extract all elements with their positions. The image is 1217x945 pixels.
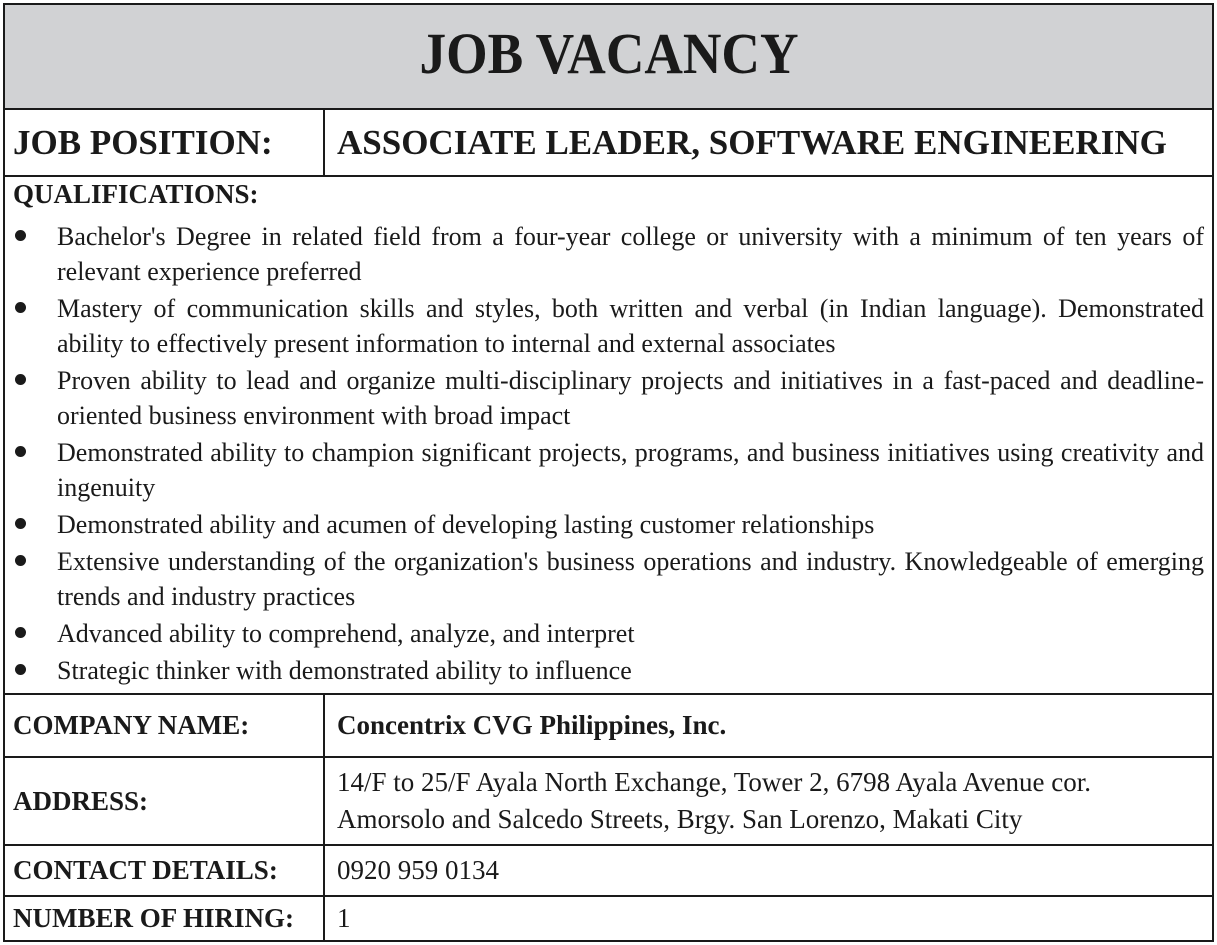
header-banner: [5, 5, 1212, 110]
job-position-value: ASSOCIATE LEADER, SOFTWARE ENGINEERING: [337, 122, 1167, 162]
qualification-text: Proven ability to lead and organize multi-disciplinary projects and initiatives in a fast-paced and deadline-oriented business environment with broad impact: [57, 366, 1204, 430]
company-row: [5, 695, 1212, 758]
qualification-text: Mastery of communication skills and styles, both written and verbal (in Indian language). Demonstrated ability to effectively present information to internal and external associates: [57, 294, 1204, 358]
bullet-icon: [15, 627, 26, 638]
contact-label: CONTACT DETAILS:: [5, 846, 325, 895]
job-position-label: JOB POSITION:: [5, 110, 325, 175]
qualification-text: Bachelor's Degree in related field from a four-year college or university with a minimum of ten years of relevant experience preferred: [57, 222, 1204, 286]
address-row: [5, 758, 1212, 846]
list-item: [5, 291, 1212, 361]
qualification-text: Demonstrated ability and acumen of developing lasting customer relationships: [57, 510, 875, 539]
address-value: 14/F to 25/F Ayala North Exchange, Tower 2, 6798 Ayala Avenue cor. Amorsolo and Salcedo Streets, Brgy. San Lorenzo, Makati City: [337, 767, 1092, 834]
list-item: [5, 435, 1212, 505]
company-label: COMPANY NAME:: [5, 695, 325, 756]
qualifications-section: [5, 177, 1212, 695]
list-item: [5, 219, 1212, 289]
contact-value: 0920 959 0134: [337, 855, 499, 885]
job-position-row: [5, 110, 1212, 177]
list-item: [5, 653, 1212, 688]
address-label: ADDRESS:: [5, 758, 325, 844]
qualification-text: Demonstrated ability to champion significant projects, programs, and business initiatives using creativity and ingenuity: [57, 438, 1204, 502]
list-item: [5, 363, 1212, 433]
bullet-icon: [15, 374, 26, 385]
bullet-icon: [15, 664, 26, 675]
bullet-icon: [15, 555, 26, 566]
job-vacancy-ad: [3, 3, 1214, 942]
bullet-icon: [15, 230, 26, 241]
qualifications-title: QUALIFICATIONS:: [13, 179, 259, 209]
company-value: Concentrix CVG Philippines, Inc.: [337, 710, 727, 740]
qualification-text: Advanced ability to comprehend, analyze, and interpret: [57, 619, 635, 648]
bullet-icon: [15, 302, 26, 313]
list-item: [5, 616, 1212, 651]
qualification-text: Extensive understanding of the organization's business operations and industry. Knowledgeable of emerging trends and industry practices: [57, 547, 1204, 611]
page-title: JOB VACANCY: [418, 21, 799, 86]
hiring-row: [5, 897, 1212, 940]
bullet-icon: [15, 518, 26, 529]
qualifications-list: [5, 219, 1212, 690]
contact-row: [5, 846, 1212, 897]
hiring-value: 1: [337, 903, 351, 933]
bullet-icon: [15, 446, 26, 457]
hiring-label: NUMBER OF HIRING:: [5, 897, 325, 940]
qualification-text: Strategic thinker with demonstrated ability to influence: [57, 656, 632, 685]
list-item: [5, 507, 1212, 542]
list-item: [5, 544, 1212, 614]
